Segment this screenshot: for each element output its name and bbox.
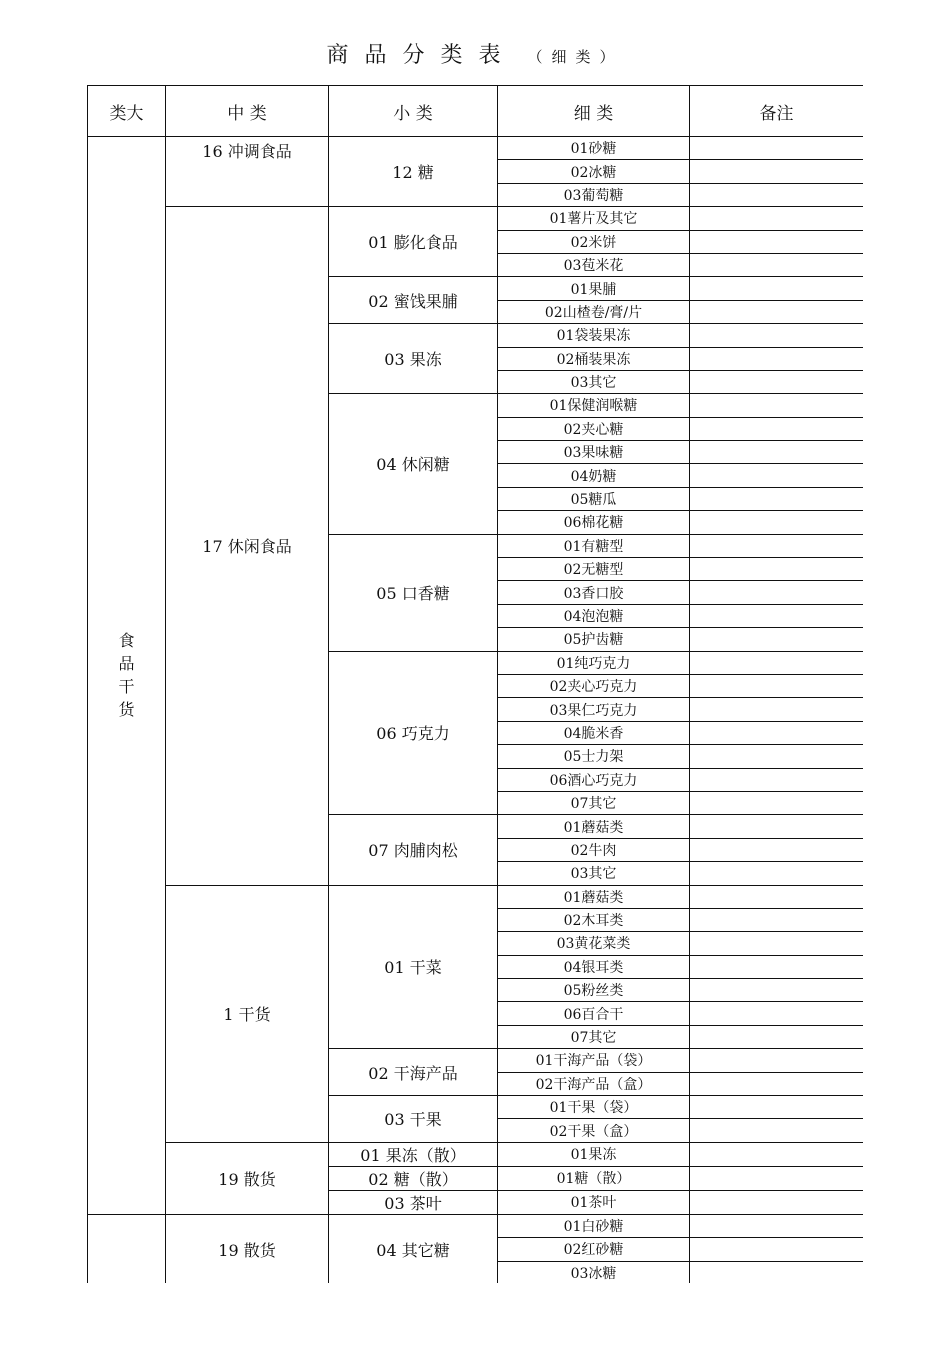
small-category-cell: 02 干海产品: [329, 1049, 498, 1096]
sub-category-cell: 01果冻: [498, 1142, 690, 1166]
note-cell: [690, 979, 864, 1002]
note-cell: [690, 674, 864, 697]
table-row: [88, 1214, 864, 1237]
sub-category-cell: 06百合干: [498, 1002, 690, 1025]
sub-category-cell: 01茶叶: [498, 1190, 690, 1214]
small-category-cell: 02 糖（散）: [329, 1166, 498, 1190]
sub-category-cell: 04银耳类: [498, 955, 690, 978]
table-row: [88, 207, 864, 230]
sub-category-cell: 03其它: [498, 862, 690, 885]
sub-category-cell: 01纯巧克力: [498, 651, 690, 674]
small-category-cell: 07 肉脯肉松: [329, 815, 498, 885]
note-cell: [690, 651, 864, 674]
note-cell: [690, 628, 864, 651]
note-cell: [690, 955, 864, 978]
sub-category-cell: 02牛肉: [498, 838, 690, 861]
table-body: [88, 137, 864, 1284]
note-cell: [690, 511, 864, 534]
small-category-cell: 02 蜜饯果脯: [329, 277, 498, 324]
note-cell: [690, 300, 864, 323]
note-cell: [690, 698, 864, 721]
sub-category-cell: 05粉丝类: [498, 979, 690, 1002]
small-category-cell: 04 其它糖: [329, 1214, 498, 1283]
small-category-cell: 01 膨化食品: [329, 207, 498, 277]
sub-category-cell: 03香口胶: [498, 581, 690, 604]
note-cell: [690, 347, 864, 370]
table-row: [88, 1142, 864, 1166]
header-mid: 中 类: [166, 86, 329, 137]
note-cell: [690, 581, 864, 604]
big-category-label: 食品干货: [118, 631, 135, 720]
sub-category-cell: 02干果（盒）: [498, 1119, 690, 1142]
note-cell: [690, 370, 864, 393]
sub-category-cell: 01果脯: [498, 277, 690, 300]
sub-category-cell: 01干果（袋）: [498, 1096, 690, 1119]
sub-category-cell: 01砂糖: [498, 137, 690, 160]
sub-category-cell: 05护齿糖: [498, 628, 690, 651]
sub-category-cell: 05士力架: [498, 745, 690, 768]
small-category-cell: 03 干果: [329, 1096, 498, 1143]
big-category-cell: [88, 137, 166, 1215]
sub-category-cell: 02干海产品（盒）: [498, 1072, 690, 1095]
sub-category-cell: 02米饼: [498, 230, 690, 253]
sub-category-cell: 02红砂糖: [498, 1238, 690, 1261]
sub-category-cell: 06棉花糖: [498, 511, 690, 534]
small-category-cell: 01 干菜: [329, 885, 498, 1049]
note-cell: [690, 885, 864, 908]
sub-category-cell: 04脆米香: [498, 721, 690, 744]
sub-category-cell: 01糖（散）: [498, 1166, 690, 1190]
sub-category-cell: 03果仁巧克力: [498, 698, 690, 721]
note-cell: [690, 417, 864, 440]
small-category-cell: 04 休闲糖: [329, 394, 498, 534]
mid-category-cell: 16 冲调食品: [166, 137, 329, 207]
note-cell: [690, 487, 864, 510]
category-table: [87, 85, 863, 1283]
sub-category-cell: 03葡萄糖: [498, 183, 690, 206]
note-cell: [690, 1025, 864, 1048]
note-cell: [690, 253, 864, 276]
sub-category-cell: 06酒心巧克力: [498, 768, 690, 791]
sub-category-cell: 01薯片及其它: [498, 207, 690, 230]
note-cell: [690, 1166, 864, 1190]
note-cell: [690, 558, 864, 581]
sub-category-cell: 01袋装果冻: [498, 324, 690, 347]
sub-category-cell: 01保健润喉糖: [498, 394, 690, 417]
sub-category-cell: 02山楂卷/膏/片: [498, 300, 690, 323]
note-cell: [690, 1072, 864, 1095]
big-category-cell: [88, 1214, 166, 1283]
note-cell: [690, 932, 864, 955]
header-big: 类大: [88, 86, 166, 137]
sub-category-cell: 04泡泡糖: [498, 604, 690, 627]
sub-category-cell: 01有糖型: [498, 534, 690, 557]
note-cell: [690, 324, 864, 347]
small-category-cell: 12 糖: [329, 137, 498, 207]
note-cell: [690, 137, 864, 160]
note-cell: [690, 768, 864, 791]
note-cell: [690, 230, 864, 253]
sub-category-cell: 02桶装果冻: [498, 347, 690, 370]
sub-category-cell: 01白砂糖: [498, 1214, 690, 1237]
subtitle-text: （细类）: [527, 48, 624, 66]
note-cell: [690, 207, 864, 230]
sub-category-cell: 07其它: [498, 1025, 690, 1048]
note-cell: [690, 721, 864, 744]
note-cell: [690, 815, 864, 838]
note-cell: [690, 441, 864, 464]
header-note: 备注: [690, 86, 864, 137]
note-cell: [690, 534, 864, 557]
note-cell: [690, 1190, 864, 1214]
sub-category-cell: 01蘑菇类: [498, 885, 690, 908]
sub-category-cell: 03果味糖: [498, 441, 690, 464]
header-row: [88, 86, 864, 137]
sub-category-cell: 03苞米花: [498, 253, 690, 276]
small-category-cell: 01 果冻（散）: [329, 1142, 498, 1166]
note-cell: [690, 1214, 864, 1237]
note-cell: [690, 464, 864, 487]
table-wrapper: [87, 85, 863, 1283]
sub-category-cell: 01干海产品（袋）: [498, 1049, 690, 1072]
header-small: 小 类: [329, 86, 498, 137]
sub-category-cell: 02冰糖: [498, 160, 690, 183]
header-sub: 细 类: [498, 86, 690, 137]
sub-category-cell: 02夹心糖: [498, 417, 690, 440]
table-row: [88, 137, 864, 160]
note-cell: [690, 183, 864, 206]
note-cell: [690, 277, 864, 300]
small-category-cell: 06 巧克力: [329, 651, 498, 815]
note-cell: [690, 1142, 864, 1166]
note-cell: [690, 1261, 864, 1283]
small-category-cell: 03 茶叶: [329, 1190, 498, 1214]
mid-category-cell: 19 散货: [166, 1214, 329, 1283]
mid-category-cell: 1 干货: [166, 885, 329, 1142]
note-cell: [690, 745, 864, 768]
note-cell: [690, 1096, 864, 1119]
sub-category-cell: 03黄花菜类: [498, 932, 690, 955]
note-cell: [690, 1049, 864, 1072]
note-cell: [690, 1119, 864, 1142]
sub-category-cell: 02无糖型: [498, 558, 690, 581]
note-cell: [690, 1238, 864, 1261]
mid-category-cell: 19 散货: [166, 1142, 329, 1214]
sub-category-cell: 02夹心巧克力: [498, 674, 690, 697]
sub-category-cell: 02木耳类: [498, 908, 690, 931]
note-cell: [690, 160, 864, 183]
sub-category-cell: 01蘑菇类: [498, 815, 690, 838]
sub-category-cell: 07其它: [498, 791, 690, 814]
sub-category-cell: 03其它: [498, 370, 690, 393]
sub-category-cell: 04奶糖: [498, 464, 690, 487]
mid-category-cell: 17 休闲食品: [166, 207, 329, 885]
note-cell: [690, 1002, 864, 1025]
table-row: [88, 885, 864, 908]
note-cell: [690, 838, 864, 861]
note-cell: [690, 862, 864, 885]
small-category-cell: 03 果冻: [329, 324, 498, 394]
page-title: [0, 38, 950, 69]
note-cell: [690, 791, 864, 814]
small-category-cell: 05 口香糖: [329, 534, 498, 651]
sub-category-cell: 03冰糖: [498, 1261, 690, 1283]
title-text: 商品分类表: [326, 43, 517, 68]
note-cell: [690, 394, 864, 417]
note-cell: [690, 908, 864, 931]
sub-category-cell: 05糖瓜: [498, 487, 690, 510]
note-cell: [690, 604, 864, 627]
